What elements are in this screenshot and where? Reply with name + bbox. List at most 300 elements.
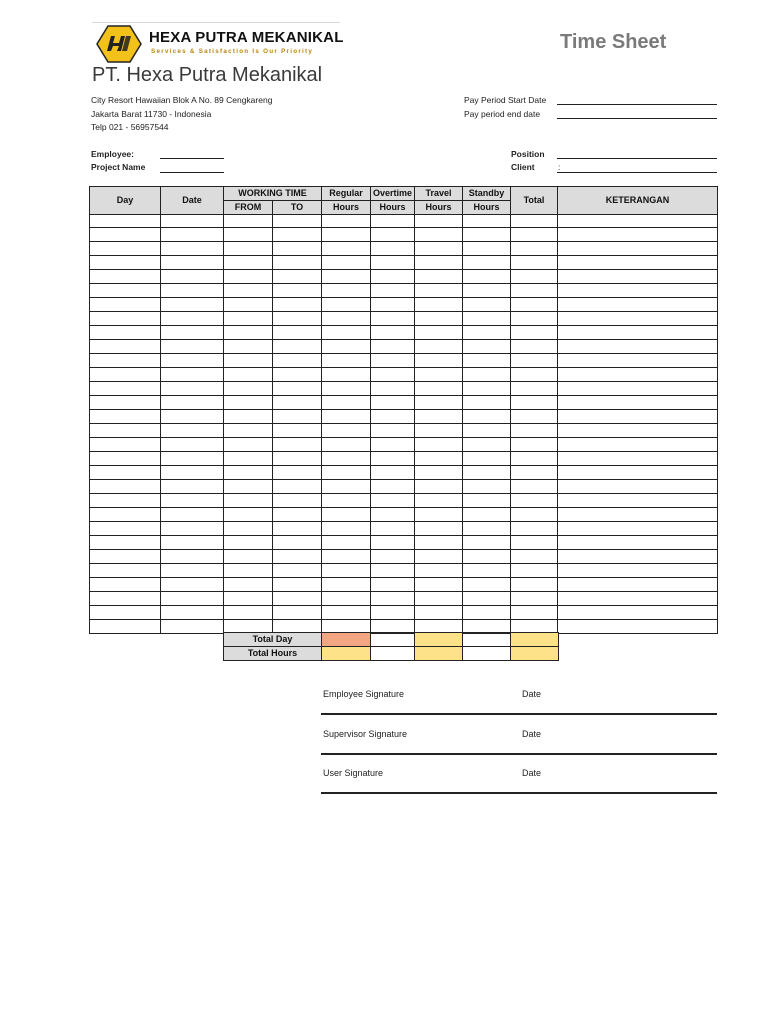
cell-standby[interactable] <box>463 396 511 410</box>
cell-from[interactable] <box>224 242 273 256</box>
cell-regular[interactable] <box>322 508 371 522</box>
cell-travel[interactable] <box>415 368 463 382</box>
cell-from[interactable] <box>224 312 273 326</box>
cell-total[interactable] <box>511 270 558 284</box>
cell-travel[interactable] <box>415 494 463 508</box>
cell-to[interactable] <box>273 228 322 242</box>
cell-day[interactable] <box>90 424 161 438</box>
cell-keterangan[interactable] <box>558 522 718 536</box>
cell-standby[interactable] <box>463 256 511 270</box>
cell-to[interactable] <box>273 564 322 578</box>
cell-to[interactable] <box>273 242 322 256</box>
user-signature-line[interactable] <box>321 792 717 794</box>
cell-day[interactable] <box>90 228 161 242</box>
cell-standby[interactable] <box>463 452 511 466</box>
cell-day[interactable] <box>90 410 161 424</box>
cell-date[interactable] <box>161 312 224 326</box>
cell-total[interactable] <box>511 550 558 564</box>
cell-overtime[interactable] <box>371 410 415 424</box>
cell-travel[interactable] <box>415 564 463 578</box>
cell-keterangan[interactable] <box>558 536 718 550</box>
cell-date[interactable] <box>161 550 224 564</box>
cell-overtime[interactable] <box>371 452 415 466</box>
cell-total[interactable] <box>511 508 558 522</box>
cell-to[interactable] <box>273 215 322 228</box>
cell-from[interactable] <box>224 606 273 620</box>
cell-day[interactable] <box>90 298 161 312</box>
cell-overtime[interactable] <box>371 550 415 564</box>
cell-to[interactable] <box>273 326 322 340</box>
cell-day[interactable] <box>90 620 161 634</box>
cell-travel[interactable] <box>415 452 463 466</box>
cell-standby[interactable] <box>463 592 511 606</box>
cell-keterangan[interactable] <box>558 592 718 606</box>
cell-keterangan[interactable] <box>558 578 718 592</box>
cell-total[interactable] <box>511 242 558 256</box>
cell-date[interactable] <box>161 298 224 312</box>
cell-travel[interactable] <box>415 242 463 256</box>
supervisor-signature-line[interactable] <box>321 753 717 755</box>
cell-date[interactable] <box>161 438 224 452</box>
cell-travel[interactable] <box>415 438 463 452</box>
cell-standby[interactable] <box>463 354 511 368</box>
cell-keterangan[interactable] <box>558 508 718 522</box>
cell-standby[interactable] <box>463 564 511 578</box>
cell-keterangan[interactable] <box>558 494 718 508</box>
cell-keterangan[interactable] <box>558 354 718 368</box>
cell-standby[interactable] <box>463 368 511 382</box>
cell-to[interactable] <box>273 606 322 620</box>
cell-travel[interactable] <box>415 536 463 550</box>
cell-to[interactable] <box>273 522 322 536</box>
cell-to[interactable] <box>273 578 322 592</box>
client-field[interactable] <box>557 172 717 173</box>
cell-keterangan[interactable] <box>558 270 718 284</box>
cell-date[interactable] <box>161 242 224 256</box>
cell-overtime[interactable] <box>371 284 415 298</box>
cell-to[interactable] <box>273 382 322 396</box>
cell-day[interactable] <box>90 452 161 466</box>
cell-travel[interactable] <box>415 410 463 424</box>
cell-total[interactable] <box>511 410 558 424</box>
total-hours-total[interactable] <box>511 647 559 661</box>
cell-travel[interactable] <box>415 270 463 284</box>
cell-from[interactable] <box>224 410 273 424</box>
cell-to[interactable] <box>273 494 322 508</box>
cell-travel[interactable] <box>415 298 463 312</box>
cell-from[interactable] <box>224 494 273 508</box>
cell-overtime[interactable] <box>371 606 415 620</box>
cell-overtime[interactable] <box>371 508 415 522</box>
cell-date[interactable] <box>161 228 224 242</box>
cell-overtime[interactable] <box>371 228 415 242</box>
cell-travel[interactable] <box>415 215 463 228</box>
cell-date[interactable] <box>161 215 224 228</box>
cell-overtime[interactable] <box>371 298 415 312</box>
cell-date[interactable] <box>161 368 224 382</box>
cell-date[interactable] <box>161 592 224 606</box>
cell-total[interactable] <box>511 312 558 326</box>
cell-travel[interactable] <box>415 550 463 564</box>
cell-standby[interactable] <box>463 298 511 312</box>
cell-total[interactable] <box>511 284 558 298</box>
cell-regular[interactable] <box>322 368 371 382</box>
cell-date[interactable] <box>161 522 224 536</box>
cell-day[interactable] <box>90 550 161 564</box>
cell-day[interactable] <box>90 592 161 606</box>
total-day-overtime[interactable] <box>371 633 415 647</box>
cell-regular[interactable] <box>322 396 371 410</box>
cell-from[interactable] <box>224 564 273 578</box>
cell-travel[interactable] <box>415 466 463 480</box>
cell-to[interactable] <box>273 354 322 368</box>
total-hours-overtime[interactable] <box>371 647 415 661</box>
cell-standby[interactable] <box>463 340 511 354</box>
cell-day[interactable] <box>90 270 161 284</box>
cell-total[interactable] <box>511 382 558 396</box>
cell-travel[interactable] <box>415 256 463 270</box>
cell-from[interactable] <box>224 382 273 396</box>
cell-total[interactable] <box>511 326 558 340</box>
cell-day[interactable] <box>90 508 161 522</box>
cell-date[interactable] <box>161 410 224 424</box>
cell-date[interactable] <box>161 284 224 298</box>
cell-keterangan[interactable] <box>558 396 718 410</box>
cell-overtime[interactable] <box>371 424 415 438</box>
cell-total[interactable] <box>511 606 558 620</box>
cell-date[interactable] <box>161 466 224 480</box>
cell-travel[interactable] <box>415 522 463 536</box>
cell-regular[interactable] <box>322 424 371 438</box>
cell-standby[interactable] <box>463 270 511 284</box>
cell-regular[interactable] <box>322 452 371 466</box>
cell-keterangan[interactable] <box>558 466 718 480</box>
cell-to[interactable] <box>273 536 322 550</box>
cell-total[interactable] <box>511 564 558 578</box>
cell-regular[interactable] <box>322 606 371 620</box>
cell-date[interactable] <box>161 452 224 466</box>
cell-keterangan[interactable] <box>558 410 718 424</box>
cell-total[interactable] <box>511 452 558 466</box>
cell-total[interactable] <box>511 592 558 606</box>
cell-to[interactable] <box>273 438 322 452</box>
cell-day[interactable] <box>90 340 161 354</box>
cell-travel[interactable] <box>415 508 463 522</box>
cell-to[interactable] <box>273 298 322 312</box>
pay-period-end-field[interactable] <box>557 118 717 119</box>
cell-date[interactable] <box>161 536 224 550</box>
cell-standby[interactable] <box>463 410 511 424</box>
cell-total[interactable] <box>511 438 558 452</box>
total-day-standby[interactable] <box>463 633 511 647</box>
cell-regular[interactable] <box>322 270 371 284</box>
cell-standby[interactable] <box>463 228 511 242</box>
cell-day[interactable] <box>90 606 161 620</box>
cell-regular[interactable] <box>322 326 371 340</box>
cell-date[interactable] <box>161 326 224 340</box>
cell-travel[interactable] <box>415 340 463 354</box>
cell-date[interactable] <box>161 606 224 620</box>
employee-field[interactable] <box>160 158 224 159</box>
cell-to[interactable] <box>273 452 322 466</box>
cell-standby[interactable] <box>463 284 511 298</box>
cell-overtime[interactable] <box>371 326 415 340</box>
cell-to[interactable] <box>273 410 322 424</box>
cell-date[interactable] <box>161 354 224 368</box>
cell-from[interactable] <box>224 215 273 228</box>
cell-to[interactable] <box>273 312 322 326</box>
cell-regular[interactable] <box>322 312 371 326</box>
cell-total[interactable] <box>511 228 558 242</box>
cell-day[interactable] <box>90 536 161 550</box>
total-hours-travel[interactable] <box>415 647 463 661</box>
cell-total[interactable] <box>511 256 558 270</box>
cell-from[interactable] <box>224 228 273 242</box>
cell-total[interactable] <box>511 494 558 508</box>
cell-day[interactable] <box>90 326 161 340</box>
cell-regular[interactable] <box>322 256 371 270</box>
cell-overtime[interactable] <box>371 215 415 228</box>
cell-standby[interactable] <box>463 438 511 452</box>
cell-total[interactable] <box>511 536 558 550</box>
cell-day[interactable] <box>90 438 161 452</box>
total-hours-standby[interactable] <box>463 647 511 661</box>
cell-standby[interactable] <box>463 508 511 522</box>
cell-keterangan[interactable] <box>558 242 718 256</box>
cell-day[interactable] <box>90 242 161 256</box>
cell-total[interactable] <box>511 298 558 312</box>
cell-from[interactable] <box>224 522 273 536</box>
cell-keterangan[interactable] <box>558 550 718 564</box>
cell-from[interactable] <box>224 438 273 452</box>
cell-standby[interactable] <box>463 326 511 340</box>
cell-standby[interactable] <box>463 536 511 550</box>
cell-standby[interactable] <box>463 242 511 256</box>
cell-keterangan[interactable] <box>558 284 718 298</box>
cell-overtime[interactable] <box>371 480 415 494</box>
cell-from[interactable] <box>224 480 273 494</box>
position-field[interactable] <box>557 158 717 159</box>
cell-total[interactable] <box>511 578 558 592</box>
cell-from[interactable] <box>224 284 273 298</box>
cell-standby[interactable] <box>463 522 511 536</box>
cell-keterangan[interactable] <box>558 424 718 438</box>
cell-overtime[interactable] <box>371 564 415 578</box>
cell-day[interactable] <box>90 312 161 326</box>
cell-regular[interactable] <box>322 215 371 228</box>
cell-day[interactable] <box>90 382 161 396</box>
cell-regular[interactable] <box>322 340 371 354</box>
cell-total[interactable] <box>511 480 558 494</box>
cell-keterangan[interactable] <box>558 228 718 242</box>
cell-total[interactable] <box>511 466 558 480</box>
total-day-travel[interactable] <box>415 633 463 647</box>
cell-overtime[interactable] <box>371 578 415 592</box>
cell-to[interactable] <box>273 284 322 298</box>
cell-day[interactable] <box>90 466 161 480</box>
cell-day[interactable] <box>90 284 161 298</box>
cell-standby[interactable] <box>463 578 511 592</box>
cell-regular[interactable] <box>322 494 371 508</box>
cell-from[interactable] <box>224 578 273 592</box>
cell-to[interactable] <box>273 480 322 494</box>
cell-overtime[interactable] <box>371 438 415 452</box>
cell-from[interactable] <box>224 466 273 480</box>
cell-from[interactable] <box>224 340 273 354</box>
cell-keterangan[interactable] <box>558 368 718 382</box>
cell-standby[interactable] <box>463 494 511 508</box>
cell-date[interactable] <box>161 270 224 284</box>
cell-overtime[interactable] <box>371 340 415 354</box>
cell-keterangan[interactable] <box>558 382 718 396</box>
cell-from[interactable] <box>224 592 273 606</box>
cell-overtime[interactable] <box>371 312 415 326</box>
cell-regular[interactable] <box>322 284 371 298</box>
cell-keterangan[interactable] <box>558 340 718 354</box>
cell-day[interactable] <box>90 368 161 382</box>
cell-travel[interactable] <box>415 326 463 340</box>
cell-travel[interactable] <box>415 592 463 606</box>
cell-date[interactable] <box>161 578 224 592</box>
cell-overtime[interactable] <box>371 466 415 480</box>
cell-total[interactable] <box>511 368 558 382</box>
cell-standby[interactable] <box>463 606 511 620</box>
cell-to[interactable] <box>273 396 322 410</box>
cell-overtime[interactable] <box>371 592 415 606</box>
cell-regular[interactable] <box>322 438 371 452</box>
cell-travel[interactable] <box>415 382 463 396</box>
cell-day[interactable] <box>90 494 161 508</box>
cell-total[interactable] <box>511 354 558 368</box>
cell-keterangan[interactable] <box>558 564 718 578</box>
cell-keterangan[interactable] <box>558 215 718 228</box>
cell-overtime[interactable] <box>371 242 415 256</box>
employee-signature-line[interactable] <box>321 713 717 715</box>
cell-day[interactable] <box>90 564 161 578</box>
cell-to[interactable] <box>273 368 322 382</box>
cell-regular[interactable] <box>322 578 371 592</box>
cell-keterangan[interactable] <box>558 452 718 466</box>
cell-regular[interactable] <box>322 480 371 494</box>
cell-overtime[interactable] <box>371 536 415 550</box>
cell-from[interactable] <box>224 368 273 382</box>
cell-travel[interactable] <box>415 284 463 298</box>
cell-to[interactable] <box>273 424 322 438</box>
cell-day[interactable] <box>90 522 161 536</box>
total-hours-regular[interactable] <box>322 647 371 661</box>
cell-from[interactable] <box>224 550 273 564</box>
cell-travel[interactable] <box>415 396 463 410</box>
cell-date[interactable] <box>161 396 224 410</box>
cell-travel[interactable] <box>415 312 463 326</box>
cell-standby[interactable] <box>463 466 511 480</box>
cell-keterangan[interactable] <box>558 326 718 340</box>
cell-regular[interactable] <box>322 298 371 312</box>
cell-overtime[interactable] <box>371 256 415 270</box>
cell-regular[interactable] <box>322 228 371 242</box>
cell-from[interactable] <box>224 326 273 340</box>
cell-to[interactable] <box>273 592 322 606</box>
cell-day[interactable] <box>90 215 161 228</box>
total-day-total[interactable] <box>511 633 559 647</box>
cell-overtime[interactable] <box>371 396 415 410</box>
cell-total[interactable] <box>511 424 558 438</box>
cell-from[interactable] <box>224 536 273 550</box>
cell-from[interactable] <box>224 452 273 466</box>
cell-date[interactable] <box>161 494 224 508</box>
cell-keterangan[interactable] <box>558 620 718 634</box>
cell-standby[interactable] <box>463 312 511 326</box>
cell-travel[interactable] <box>415 480 463 494</box>
cell-standby[interactable] <box>463 550 511 564</box>
cell-date[interactable] <box>161 256 224 270</box>
cell-to[interactable] <box>273 550 322 564</box>
cell-regular[interactable] <box>322 382 371 396</box>
cell-date[interactable] <box>161 508 224 522</box>
cell-total[interactable] <box>511 396 558 410</box>
cell-overtime[interactable] <box>371 382 415 396</box>
cell-regular[interactable] <box>322 564 371 578</box>
cell-standby[interactable] <box>463 382 511 396</box>
cell-from[interactable] <box>224 298 273 312</box>
cell-travel[interactable] <box>415 354 463 368</box>
cell-from[interactable] <box>224 256 273 270</box>
cell-regular[interactable] <box>322 522 371 536</box>
cell-from[interactable] <box>224 354 273 368</box>
cell-standby[interactable] <box>463 480 511 494</box>
cell-date[interactable] <box>161 564 224 578</box>
cell-keterangan[interactable] <box>558 606 718 620</box>
cell-day[interactable] <box>90 480 161 494</box>
cell-overtime[interactable] <box>371 270 415 284</box>
cell-date[interactable] <box>161 382 224 396</box>
cell-to[interactable] <box>273 270 322 284</box>
cell-date[interactable] <box>161 340 224 354</box>
cell-travel[interactable] <box>415 424 463 438</box>
cell-total[interactable] <box>511 340 558 354</box>
cell-from[interactable] <box>224 424 273 438</box>
cell-keterangan[interactable] <box>558 256 718 270</box>
cell-from[interactable] <box>224 270 273 284</box>
cell-to[interactable] <box>273 340 322 354</box>
cell-regular[interactable] <box>322 354 371 368</box>
cell-total[interactable] <box>511 522 558 536</box>
cell-regular[interactable] <box>322 410 371 424</box>
cell-overtime[interactable] <box>371 354 415 368</box>
cell-regular[interactable] <box>322 536 371 550</box>
cell-to[interactable] <box>273 256 322 270</box>
cell-regular[interactable] <box>322 242 371 256</box>
cell-keterangan[interactable] <box>558 480 718 494</box>
cell-to[interactable] <box>273 508 322 522</box>
cell-travel[interactable] <box>415 228 463 242</box>
cell-standby[interactable] <box>463 424 511 438</box>
cell-day[interactable] <box>90 354 161 368</box>
cell-from[interactable] <box>224 396 273 410</box>
cell-regular[interactable] <box>322 592 371 606</box>
cell-regular[interactable] <box>322 550 371 564</box>
cell-day[interactable] <box>90 256 161 270</box>
total-day-regular[interactable] <box>322 633 371 647</box>
cell-total[interactable] <box>511 215 558 228</box>
cell-keterangan[interactable] <box>558 298 718 312</box>
cell-travel[interactable] <box>415 606 463 620</box>
cell-day[interactable] <box>90 578 161 592</box>
cell-regular[interactable] <box>322 466 371 480</box>
cell-date[interactable] <box>161 480 224 494</box>
cell-date[interactable] <box>161 424 224 438</box>
cell-keterangan[interactable] <box>558 438 718 452</box>
